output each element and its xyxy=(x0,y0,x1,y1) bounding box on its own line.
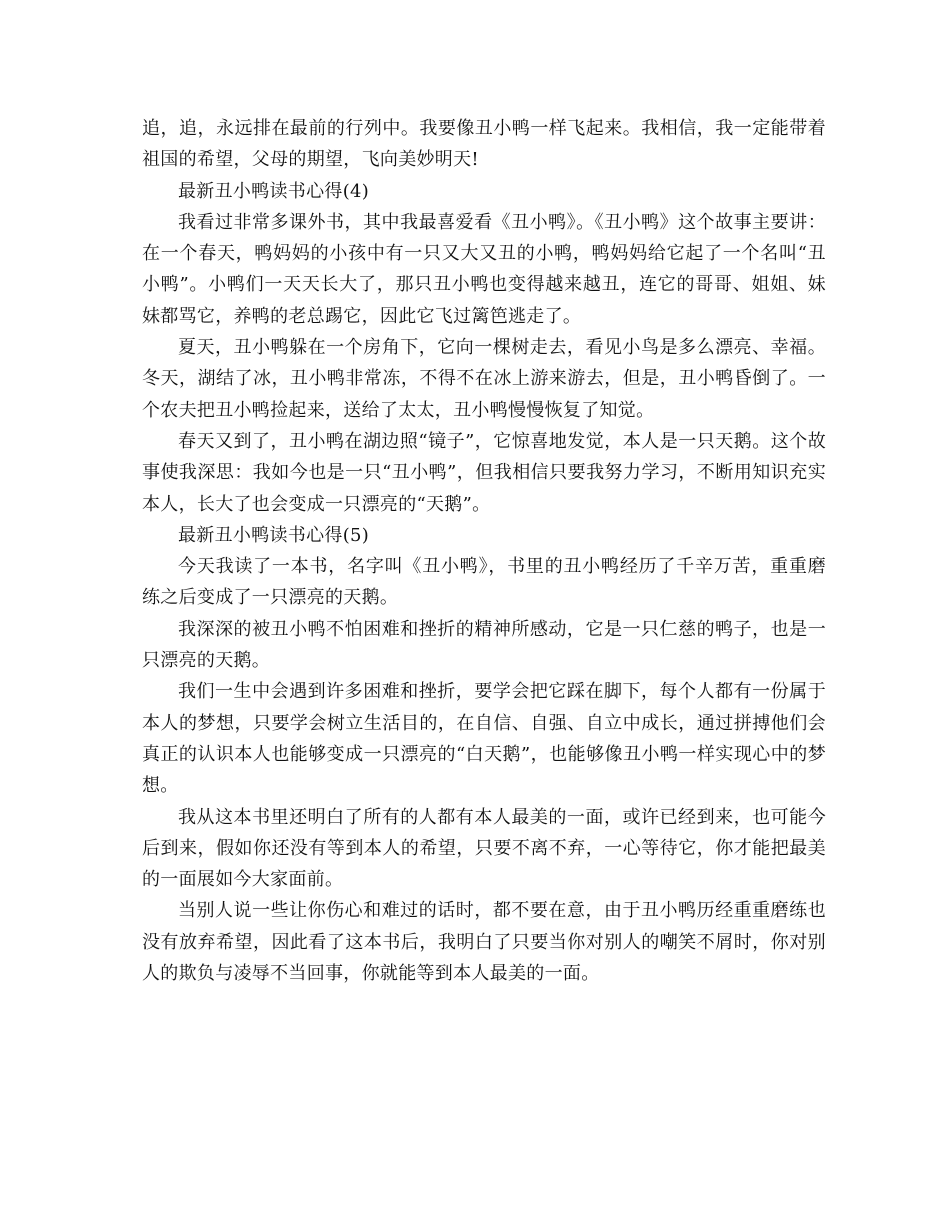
paragraph: 今天我读了一本书，名字叫《丑小鸭》，书里的丑小鸭经历了千辛万苦，重重磨练之后变成了一只漂亮的天鹅。 xyxy=(142,556,826,609)
paragraph-continued: 追，追，永远排在最前的行列中。我要像丑小鸭一样飞起来。我相信，我一定能带着祖国的希望，父母的期望，飞向美妙明天! xyxy=(142,118,826,171)
document-body xyxy=(142,113,826,989)
paragraph: 我看过非常多课外书，其中我最喜爱看《丑小鸭》。《丑小鸭》这个故事主要讲：在一个春天，鸭妈妈的小孩中有一只又大又丑的小鸭，鸭妈妈给它起了一个名叫“丑小鸭”。小鸭们一天天长大了，那只丑小鸭也变得越来越丑，连它的哥哥、姐姐、妹妹都骂它，养鸭的老总踢它，因此它飞过篱笆逃走了。 xyxy=(142,211,826,327)
paragraph: 当别人说一些让你伤心和难过的话时，都不要在意，由于丑小鸭历经重重磨练也没有放弃希望，因此看了这本书后，我明白了只要当你对别人的嘲笑不屑时，你对别人的欺负与凌辱不当回事，你就能等到本人最美的一面。 xyxy=(142,900,826,985)
paragraph: 夏天，丑小鸭躲在一个房角下，它向一棵树走去，看见小鸟是多么漂亮、幸福。冬天，湖结了冰，丑小鸭非常冻，不得不在冰上游来游去，但是，丑小鸭昏倒了。一个农夫把丑小鸭捡起来，送给了太太，丑小鸭慢慢恢复了知觉。 xyxy=(142,337,826,421)
paragraph: 我从这本书里还明白了所有的人都有本人最美的一面，或许已经到来，也可能今后到来，假如你还没有等到本人的希望，只要不离不弃，一心等待它，你才能把最美的一面展如今大家面前。 xyxy=(142,806,826,891)
paragraph: 我们一生中会遇到许多困难和挫折，要学会把它踩在脚下，每个人都有一份属于本人的梦想，只要学会树立生活目的，在自信、自强、自立中成长，通过拼搏他们会真正的认识本人也能够变成一只漂亮的“白天鹅”，也能够像丑小鸭一样实现心中的梦想。 xyxy=(142,681,826,797)
paragraph: 春天又到了，丑小鸭在湖边照“镜子”，它惊喜地发觉，本人是一只天鹅。这个故事使我深思：我如今也是一只“丑小鸭”，但我相信只要我努力学习，不断用知识充实本人，长大了也会变成一只漂亮的“天鹅”。 xyxy=(142,430,826,515)
paragraph: 我深深的被丑小鸭不怕困难和挫折的精神所感动，它是一只仁慈的鸭子，也是一只漂亮的天鹅。 xyxy=(142,618,826,672)
section-heading-4: 最新丑小鸭读书心得(4) xyxy=(178,180,370,202)
section-heading-5: 最新丑小鸭读书心得(5) xyxy=(178,524,370,546)
